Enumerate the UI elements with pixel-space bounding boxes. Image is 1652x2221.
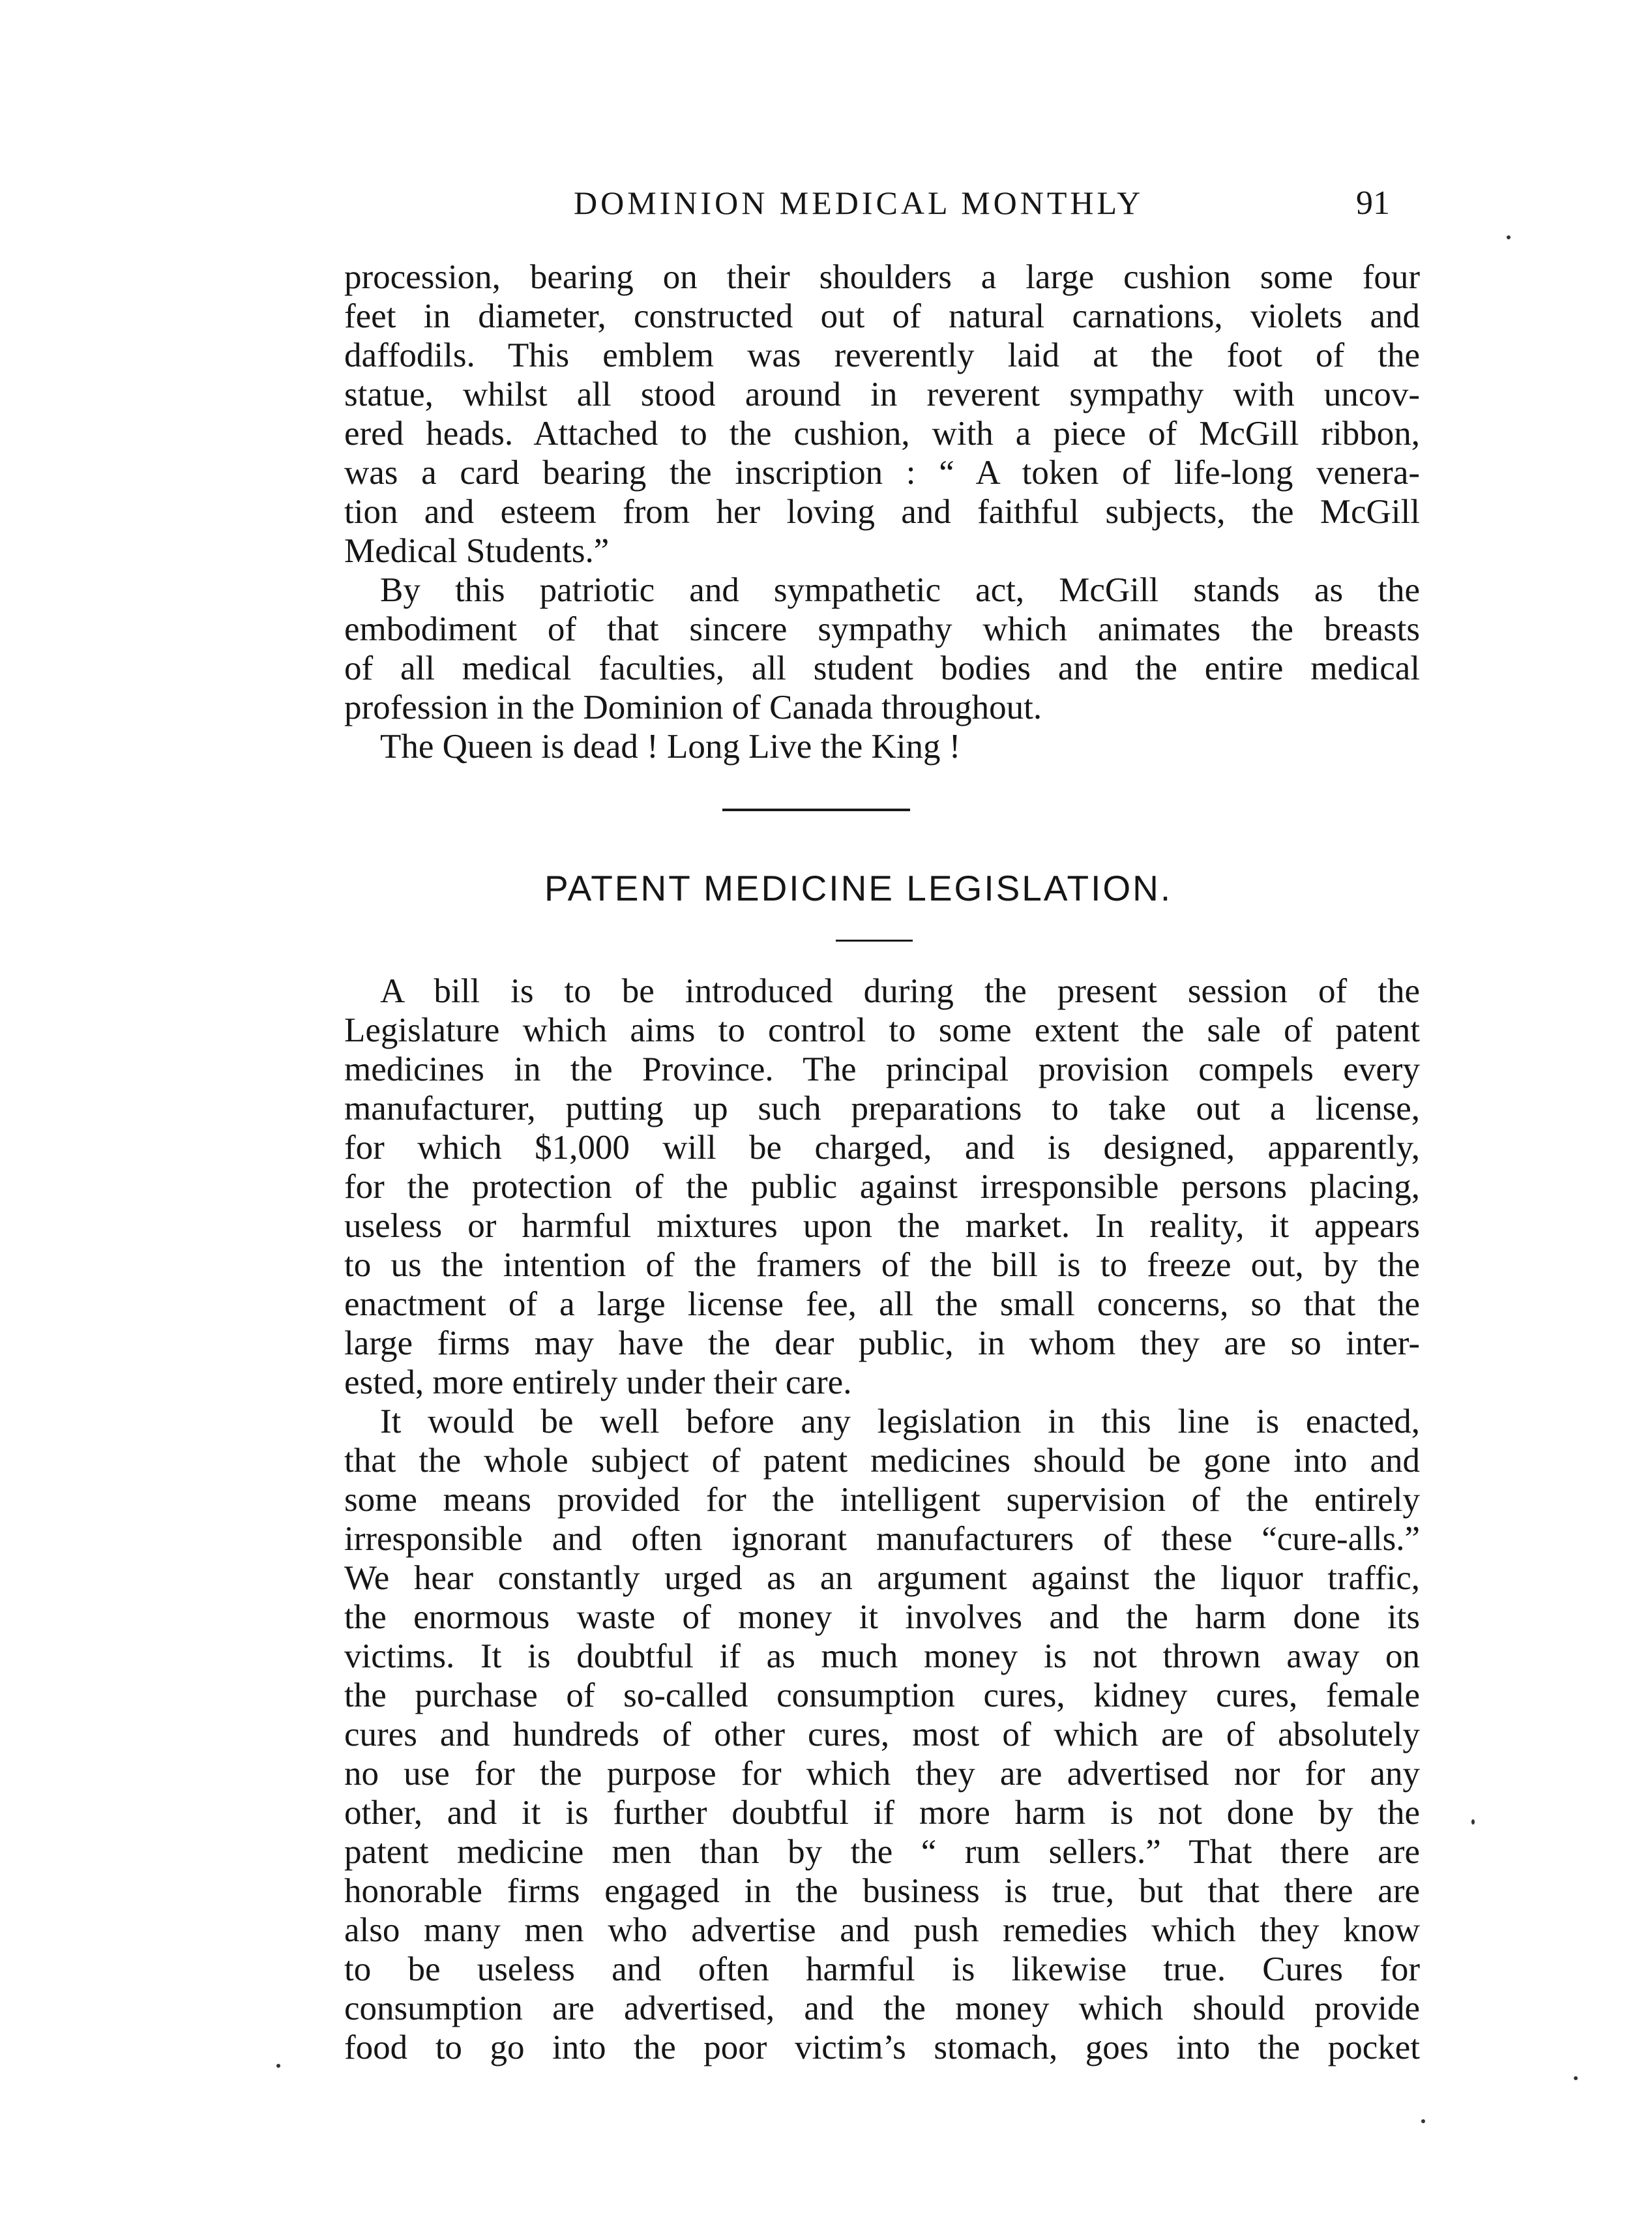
text-line: patent medicine men than by the “ rum sellers.” That there are xyxy=(344,1833,1420,1871)
text-line: was a card bearing the inscription : “ A token of life-long venera- xyxy=(344,454,1420,492)
text-line: By this patriotic and sympathetic act, McGill stands as the xyxy=(380,571,1420,609)
text-line: embodiment of that sincere sympathy which animates the breasts xyxy=(344,610,1420,648)
text-line: the enormous waste of money it involves and the harm done its xyxy=(344,1598,1420,1636)
scan-speck xyxy=(1507,235,1511,239)
running-header-title: DOMINION MEDICAL MONTHLY xyxy=(574,185,1144,221)
text-line: honorable firms engaged in the business is true, but that there are xyxy=(344,1872,1420,1910)
text-line: of all medical faculties, all student bodies and the entire medical xyxy=(344,649,1420,687)
heading-underline-rule xyxy=(836,940,913,942)
text-line: to be useless and often harmful is likewise true. Cures for xyxy=(344,1950,1420,1988)
page-number: 91 xyxy=(1356,185,1390,222)
text-line: cures and hundreds of other cures, most of which are of absolutely xyxy=(344,1716,1420,1753)
text-line: to us the intention of the framers of the bill is to freeze out, by the xyxy=(344,1246,1420,1284)
scan-speck xyxy=(1574,2076,1578,2080)
article-heading: PATENT MEDICINE LEGISLATION. xyxy=(544,868,1173,908)
text-line: ested, more entirely under their care. xyxy=(344,1364,852,1401)
text-line: tion and esteem from her loving and faithful subjects, the McGill xyxy=(344,493,1420,531)
text-line: procession, bearing on their shoulders a large cushion some four xyxy=(344,258,1420,296)
text-line: some means provided for the intelligent supervision of the entirely xyxy=(344,1481,1420,1519)
text-line: consumption are advertised, and the money which should provide xyxy=(344,1990,1420,2027)
text-line: that the whole subject of patent medicines should be gone into and xyxy=(344,1442,1420,1480)
text-line: profession in the Dominion of Canada throughout. xyxy=(344,689,1042,726)
text-line: medicines in the Province. The principal provision compels every xyxy=(344,1051,1420,1088)
text-line: statue, whilst all stood around in reverent sympathy with uncov- xyxy=(344,376,1420,413)
text-line: food to go into the poor victim’s stomach, goes into the pocket xyxy=(344,2029,1420,2066)
text-line: We hear constantly urged as an argument against the liquor traffic, xyxy=(344,1559,1420,1597)
section-divider-rule xyxy=(722,809,910,811)
text-line: enactment of a large license fee, all the small concerns, so that the xyxy=(344,1285,1420,1323)
text-line: A bill is to be introduced during the present session of the xyxy=(380,972,1420,1010)
scan-speck xyxy=(1421,2119,1425,2123)
text-line: large firms may have the dear public, in whom they are so inter- xyxy=(344,1324,1420,1362)
scan-speck xyxy=(1471,1819,1475,1825)
text-line: for which $1,000 will be charged, and is designed, apparently, xyxy=(344,1129,1420,1167)
text-line: Medical Students.” xyxy=(344,532,610,570)
scan-speck xyxy=(276,2064,280,2068)
text-line: the purchase of so-called consumption cures, kidney cures, female xyxy=(344,1677,1420,1714)
text-line: victims. It is doubtful if as much money is not thrown away on xyxy=(344,1637,1420,1675)
text-line: daffodils. This emblem was reverently laid at the foot of the xyxy=(344,336,1420,374)
text-line: ered heads. Attached to the cushion, with a piece of McGill ribbon, xyxy=(344,415,1420,453)
text-line: useless or harmful mixtures upon the market. In reality, it appears xyxy=(344,1207,1420,1245)
text-line: other, and it is further doubtful if more harm is not done by the xyxy=(344,1794,1420,1832)
text-line: Legislature which aims to control to some extent the sale of patent xyxy=(344,1011,1420,1049)
text-line: It would be well before any legislation in this line is enacted, xyxy=(380,1403,1420,1440)
text-line: irresponsible and often ignorant manufacturers of these “cure-alls.” xyxy=(344,1520,1420,1558)
text-line: no use for the purpose for which they are advertised nor for any xyxy=(344,1755,1420,1793)
text-line: The Queen is dead ! Long Live the King ! xyxy=(380,728,961,766)
text-line: for the protection of the public against irresponsible persons placing, xyxy=(344,1168,1420,1206)
text-line: feet in diameter, constructed out of natural carnations, violets and xyxy=(344,297,1420,335)
text-line: manufacturer, putting up such preparations to take out a license, xyxy=(344,1090,1420,1127)
text-line: also many men who advertise and push remedies which they know xyxy=(344,1911,1420,1949)
